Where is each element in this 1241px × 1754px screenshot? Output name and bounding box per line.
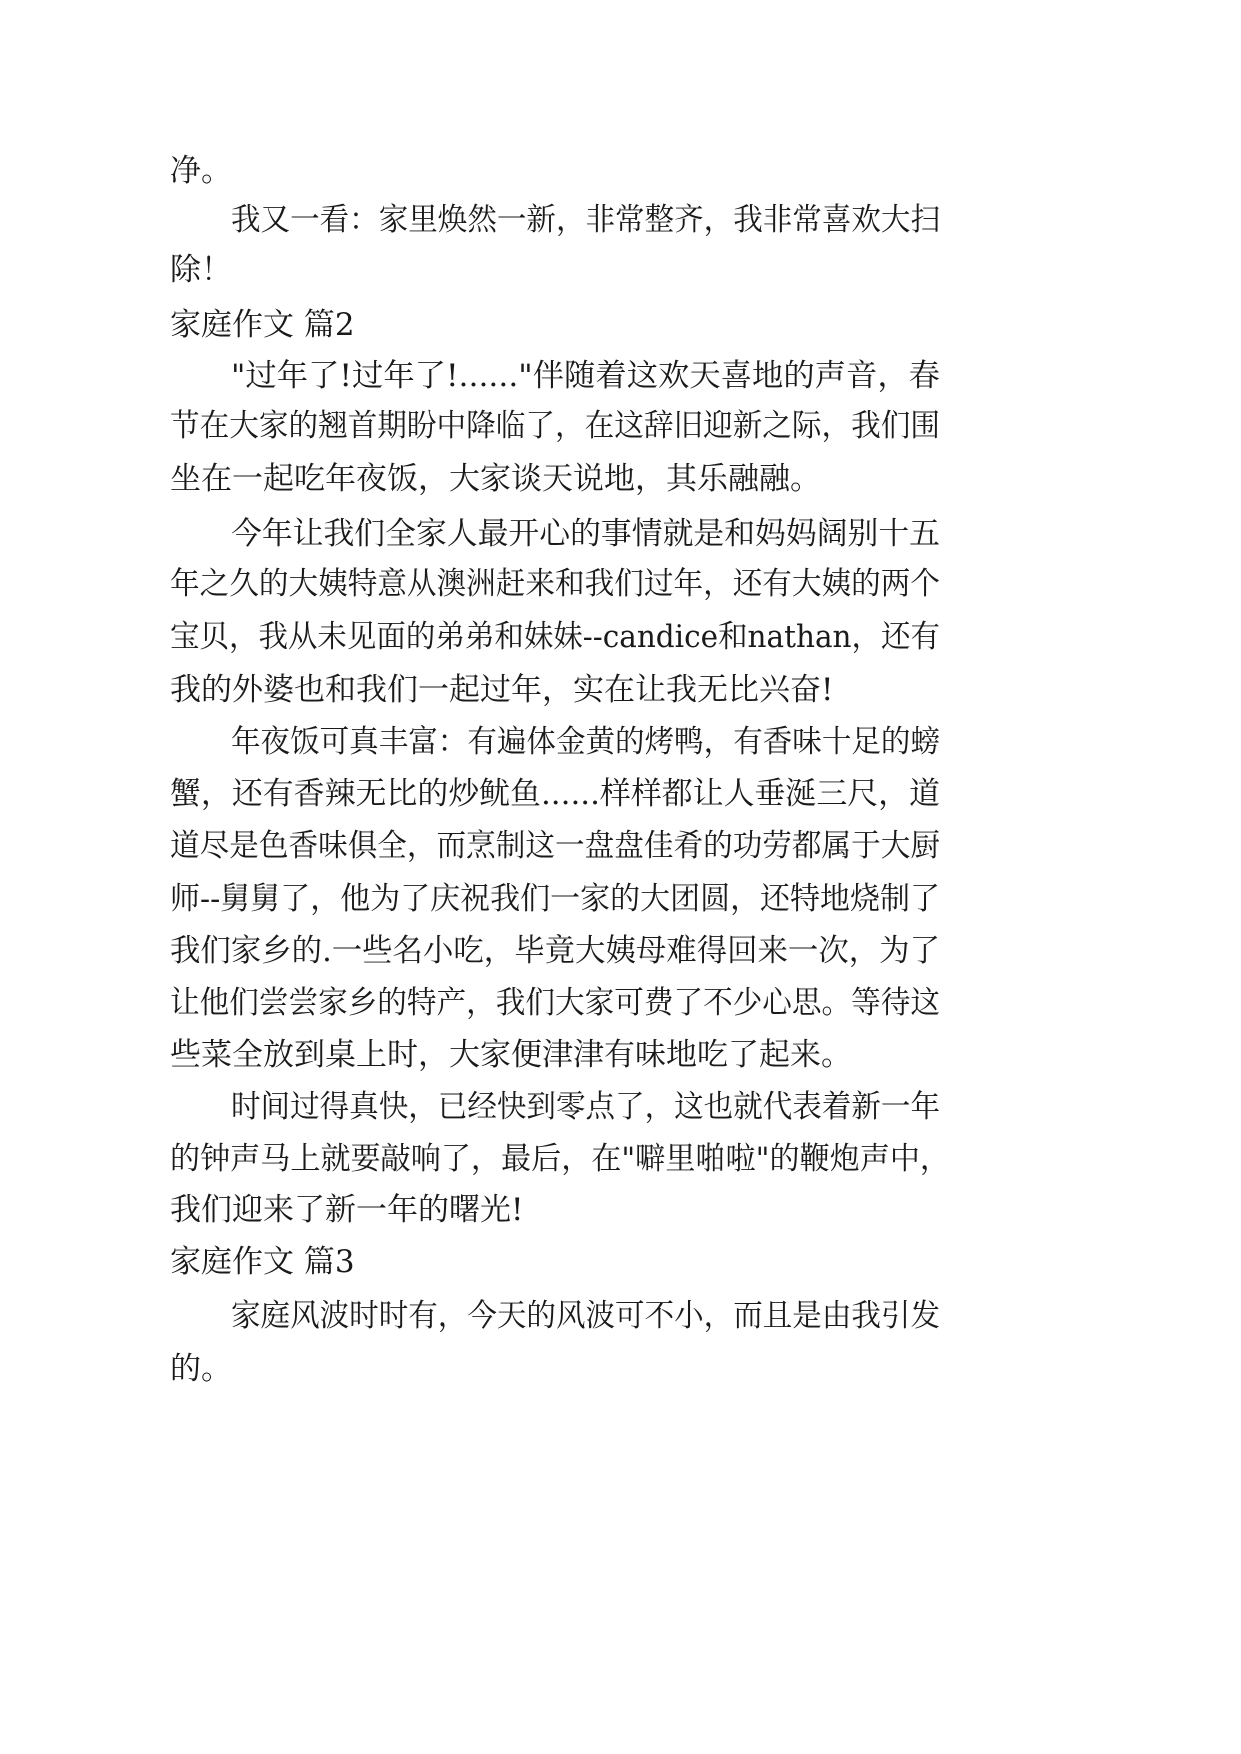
body-text-line bbox=[170, 1190, 523, 1230]
body-text-line bbox=[170, 774, 942, 814]
body-text-line bbox=[170, 151, 232, 191]
line-text: 年之久的大姨特意从澳洲赶来和我们过年，还有大姨的两个 bbox=[170, 566, 940, 602]
paragraph-first-line bbox=[231, 356, 940, 396]
line-text: 让他们尝尝家乡的特产，我们大家可费了不少心思。等待这 bbox=[170, 985, 940, 1021]
line-text: 坐在一起吃年夜饭，大家谈天说地，其乐融融。 bbox=[170, 461, 821, 497]
body-text-line bbox=[170, 983, 976, 1023]
body-text-line bbox=[170, 931, 955, 971]
body-text-line bbox=[170, 1139, 974, 1179]
line-text: 我的外婆也和我们一起过年，实在让我无比兴奋! bbox=[170, 672, 834, 708]
body-text-line bbox=[170, 564, 976, 604]
line-text: 除！ bbox=[170, 252, 232, 288]
line-text: 宝贝，我从未见面的弟弟和妹妹--candice和nathan，还有 bbox=[170, 619, 940, 655]
line-text: 时间过得真快，已经快到零点了，这也就代表着新一年 bbox=[231, 1089, 940, 1125]
line-text: 我又一看：家里焕然一新，非常整齐，我非常喜欢大扫 bbox=[231, 202, 940, 238]
line-text: 节在大家的翘首期盼中降临了，在这辞旧迎新之际，我们围 bbox=[170, 408, 940, 444]
line-text: 我们家乡的.一些名小吃，毕竟大姨母难得回来一次，为了 bbox=[170, 933, 940, 969]
paragraph-first-line bbox=[231, 200, 975, 240]
section-heading bbox=[170, 1242, 355, 1282]
line-text: 今年让我们全家人最开心的事情就是和妈妈阔别十五 bbox=[231, 516, 940, 552]
line-text: 家庭风波时时有，今天的风波可不小，而且是由我引发 bbox=[231, 1298, 940, 1334]
paragraph-first-line bbox=[231, 1296, 975, 1336]
body-text-line bbox=[170, 250, 232, 290]
line-text: 蟹，还有香辣无比的炒鱿鱼......样样都让人垂涎三尺，道 bbox=[170, 776, 940, 812]
line-text: 净。 bbox=[170, 153, 232, 189]
line-text: 的钟声马上就要敲响了，最后，在"噼里啪啦"的鞭炮声中， bbox=[170, 1141, 950, 1177]
line-text: 的。 bbox=[170, 1351, 232, 1387]
body-text-line bbox=[170, 1035, 852, 1075]
body-text-line bbox=[170, 617, 980, 657]
body-text-line bbox=[170, 1349, 232, 1389]
section-heading-text: 家庭作文 篇2 bbox=[170, 307, 355, 343]
line-text: 年夜饭可真丰富：有遍体金黄的烤鸭，有香味十足的螃 bbox=[231, 724, 940, 760]
line-text: 些菜全放到桌上时，大家便津津有味地吃了起来。 bbox=[170, 1037, 852, 1073]
paragraph-first-line bbox=[231, 722, 975, 762]
line-text: 我们迎来了新一年的曙光! bbox=[170, 1192, 524, 1228]
paragraph-first-line bbox=[231, 514, 944, 554]
body-text-line bbox=[170, 879, 966, 919]
body-text-line bbox=[170, 459, 821, 499]
section-heading bbox=[170, 305, 355, 345]
line-text: "过年了!过年了!......"伴随着这欢天喜地的声音，春 bbox=[231, 358, 940, 394]
body-text-line bbox=[170, 406, 976, 446]
paragraph-first-line bbox=[231, 1087, 975, 1127]
line-text: 道尽是色香味俱全，而烹制这一盘盘佳肴的功劳都属于大厨 bbox=[170, 828, 940, 864]
body-text-line bbox=[170, 670, 833, 710]
line-text: 师--舅舅了，他为了庆祝我们一家的大团圆，还特地烧制了 bbox=[170, 881, 940, 917]
section-heading-text: 家庭作文 篇3 bbox=[170, 1244, 355, 1280]
body-text-line bbox=[170, 826, 976, 866]
